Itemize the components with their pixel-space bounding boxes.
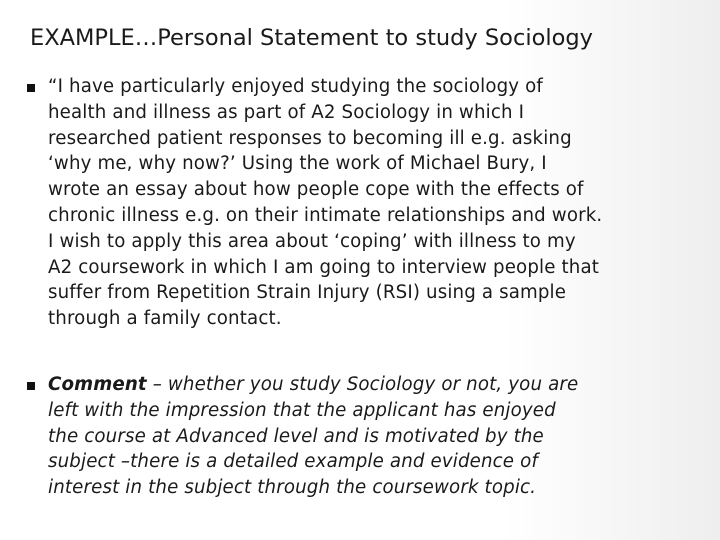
statement-line: ‘why me, why now?’ Using the work of Michael Bury, I <box>48 153 547 175</box>
bullet-square-icon <box>27 84 35 92</box>
statement-quote <box>48 74 708 332</box>
statement-line: health and illness as part of A2 Sociology in which I <box>48 101 525 123</box>
comment-first-line-text: – whether you study Sociology or not, you are <box>146 374 579 395</box>
statement-line: I wish to apply this area about ‘coping’ with illness to my <box>48 230 576 252</box>
statement-line: researched patient responses to becoming ill e.g. asking <box>48 127 572 149</box>
bullet-square-icon <box>27 382 35 390</box>
slide-title: EXAMPLE…Personal Statement to study Sociology <box>30 25 593 51</box>
statement-line: A2 coursework in which I am going to interview people that <box>48 256 600 278</box>
comment-block <box>48 372 708 501</box>
statement-line: “I have particularly enjoyed studying the sociology of <box>48 76 543 97</box>
comment-line: interest in the subject through the coursework topic. <box>48 477 537 499</box>
comment-line: left with the impression that the applicant has enjoyed <box>48 399 556 421</box>
statement-line: wrote an essay about how people cope with the effects of <box>48 179 584 201</box>
statement-line: suffer from Repetition Strain Injury (RSI) using a sample <box>48 282 567 304</box>
statement-line: through a family contact. <box>48 308 282 330</box>
comment-first-line <box>48 372 708 398</box>
comment-line: the course at Advanced level and is motivated by the <box>48 425 544 447</box>
comment-lead: Comment <box>48 374 147 395</box>
comment-line: subject –there is a detailed example and evidence of <box>48 451 538 473</box>
statement-line: chronic illness e.g. on their intimate relationships and work. <box>48 204 603 226</box>
